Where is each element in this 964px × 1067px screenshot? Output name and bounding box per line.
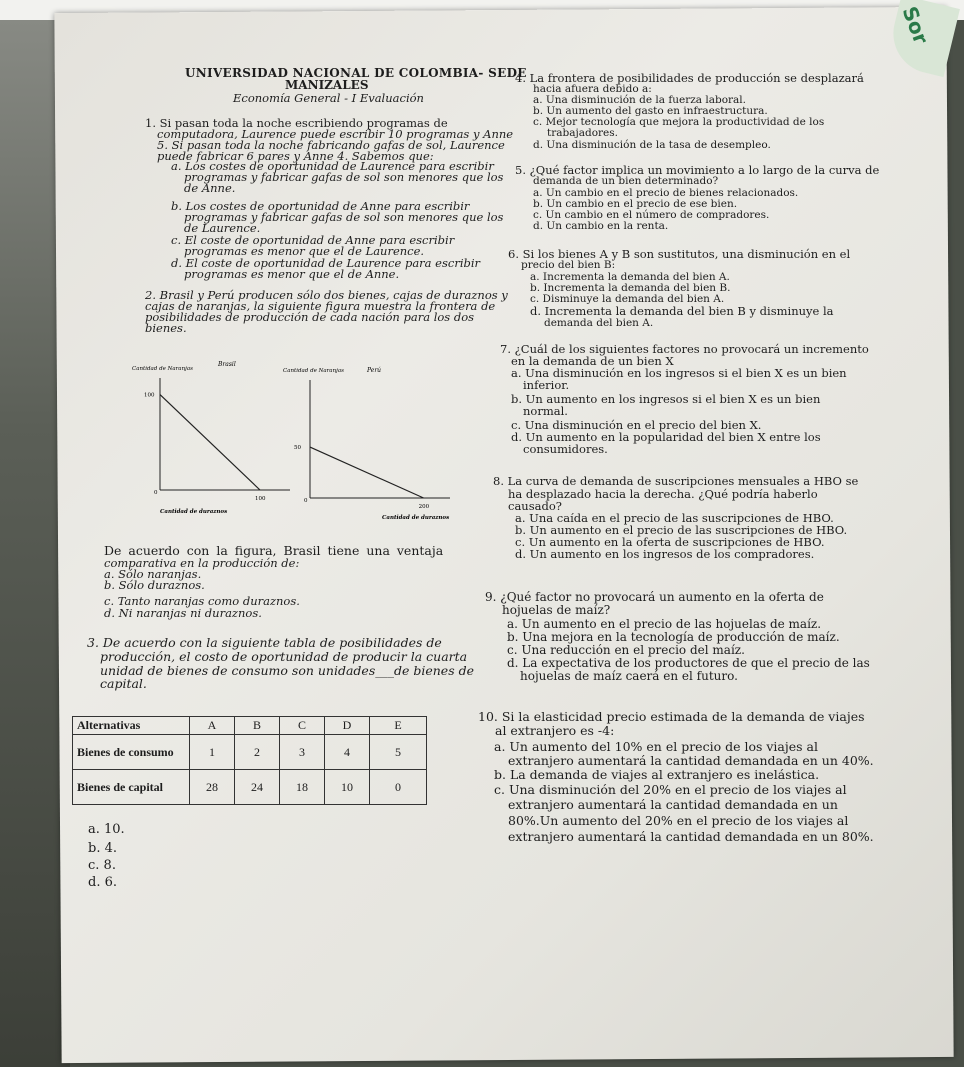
campus-name: MANIZALES <box>285 78 369 92</box>
table-row-label: Bienes de capital <box>73 770 190 805</box>
q1-option-c: c. El coste de oportunidad de Anne para escribir <box>171 233 455 247</box>
q3-option-b: b. 4. <box>88 841 117 856</box>
q3-line: unidad de bienes de consumo son unidades___de bienes de <box>100 663 474 678</box>
x-tick-label: 0 <box>304 498 308 504</box>
q2-option-c: c. Tanto naranjas como duraznos. <box>104 594 300 608</box>
university-name: UNIVERSIDAD NACIONAL DE COLOMBIA- SEDE <box>185 66 527 80</box>
sticker-text: Sor <box>897 3 934 48</box>
y-axis-label: Cantidad de Naranjas <box>132 366 193 372</box>
q3-line: 3. De acuerdo con la siguiente tabla de posibilidades de <box>87 635 442 650</box>
table-cell: 28 <box>190 770 235 805</box>
q2-option-b: b. Sólo duraznos. <box>104 578 205 592</box>
table-cell: 10 <box>325 770 370 805</box>
table-cell: 1 <box>190 735 235 770</box>
q10-option-c: extranjero aumentará la cantidad demandada en un 80%. <box>508 829 874 844</box>
q7-option-b: normal. <box>523 404 568 418</box>
q10-option-c: c. Una disminución del 20% en el precio de los viajes al <box>494 782 847 797</box>
q9-line: 9. ¿Qué factor no provocará un aumento en la oferta de <box>485 590 824 604</box>
table-cell: 18 <box>280 770 325 805</box>
q2-line: cajas de naranjas, la siguiente figura muestra la frontera de <box>145 299 496 313</box>
q8-option-d: d. Un aumento en los ingresos de los compradores. <box>515 547 815 561</box>
q5-option-c: c. Un cambio en el número de compradores. <box>533 209 770 221</box>
q9-option-d: hojuelas de maíz caerá en el futuro. <box>520 669 738 683</box>
q1-option-b: de Laurence. <box>184 221 261 235</box>
table-header-row <box>73 717 427 735</box>
q1-line: 5. Si pasan toda la noche fabricando gafas de sol, Laurence <box>157 138 505 152</box>
q6-option-d: demanda del bien A. <box>544 317 654 329</box>
chart-peru <box>283 367 450 521</box>
q8-line: causado? <box>508 499 562 513</box>
q5-line: 5. ¿Qué factor implica un movimiento a lo largo de la curva de <box>515 163 880 177</box>
q7-option-c: c. Una disminución en el precio del bien X. <box>511 418 762 432</box>
q6-line: precio del bien B: <box>521 259 616 271</box>
x-tick-label: 100 <box>255 496 266 502</box>
table-cell: 4 <box>325 735 370 770</box>
q10-option-b: b. La demanda de viajes al extranjero es inelástica. <box>494 767 820 782</box>
q4-line: hacia afuera debido a: <box>533 83 652 95</box>
q3-option-a: a. 10. <box>88 822 125 837</box>
table-header-cell: A <box>190 717 235 735</box>
q2-stem: comparativa en la producción de: <box>104 556 300 570</box>
table-cell: 5 <box>370 735 427 770</box>
q6-option-a: a. Incrementa la demanda del bien A. <box>530 271 730 283</box>
table-cell: 24 <box>235 770 280 805</box>
ppf-line <box>160 395 260 490</box>
q3-option-d: d. 6. <box>88 875 117 890</box>
q7-line: en la demanda de un bien X <box>511 354 674 368</box>
q2-line: 2. Brasil y Perú producen sólo dos bienes, cajas de duraznos y <box>145 288 508 302</box>
q4-option-d: d. Una disminución de la tasa de desempleo. <box>533 139 771 151</box>
table-row <box>73 735 427 770</box>
q9-line: hojuelas de maíz? <box>502 603 611 617</box>
q7-option-b: b. Un aumento en los ingresos si el bien X es un bien <box>511 392 821 406</box>
q3-line: capital. <box>100 676 147 691</box>
y-tick-label: 100 <box>144 392 155 399</box>
ppf-charts <box>120 358 480 523</box>
q10-line: 10. Si la elasticidad precio estimada de la demanda de viajes <box>478 709 865 724</box>
chart-title: Brasil <box>218 361 236 368</box>
q1-line: 1. Si pasan toda la noche escribiendo programas de <box>145 116 448 130</box>
q9-option-a: a. Un aumento en el precio de las hojuelas de maíz. <box>507 617 822 631</box>
q2-line: bienes. <box>145 321 187 335</box>
exam-title: Economía General - I Evaluación <box>233 91 424 105</box>
q8-option-c: c. Un aumento en la oferta de suscripciones de HBO. <box>515 535 825 549</box>
q7-option-d: consumidores. <box>523 442 608 456</box>
x-axis-label: Cantidad de duraznos <box>160 509 228 515</box>
q4-option-c: trabajadores. <box>547 127 618 139</box>
table-header-cell: E <box>370 717 427 735</box>
q2-stem: De acuerdo con la figura, Brasil tiene una ventaja <box>104 543 444 558</box>
q6-option-c: c. Disminuye la demanda del bien A. <box>530 293 725 305</box>
q8-option-b: b. Un aumento en el precio de las suscripciones de HBO. <box>515 523 848 537</box>
x-tick-label: 0 <box>154 490 158 496</box>
q1-line: puede fabricar 6 pares y Anne 4. Sabemos que: <box>157 149 434 163</box>
table-row <box>73 770 427 805</box>
q1-line: computadora, Laurence puede escribir 10 programas y Anne <box>157 127 514 141</box>
y-axis-label: Cantidad de Naranjas <box>283 368 344 374</box>
q3-option-c: c. 8. <box>88 858 116 873</box>
q1-option-a: de Anne. <box>184 181 236 195</box>
q4-option-c: c. Mejor tecnología que mejora la productividad de los <box>533 116 825 128</box>
q10-option-c: 80%.Un aumento del 20% en el precio de los viajes al <box>508 813 849 828</box>
q6-option-d: d. Incrementa la demanda del bien B y disminuye la <box>530 304 834 318</box>
table-cell: 0 <box>370 770 427 805</box>
q10-option-c: extranjero aumentará la cantidad demandada en un <box>508 797 838 812</box>
table-header-cell: Alternativas <box>73 717 190 735</box>
q5-option-a: a. Un cambio en el precio de bienes relacionados. <box>533 187 799 199</box>
ppf-line <box>310 447 424 498</box>
q9-option-c: c. Una reducción en el precio del maíz. <box>507 643 745 657</box>
q9-option-d: d. La expectativa de los productores de que el precio de las <box>507 656 870 670</box>
q7-option-d: d. Un aumento en la popularidad del bien X entre los <box>511 430 821 444</box>
q4-option-a: a. Una disminución de la fuerza laboral. <box>533 94 746 106</box>
q5-option-d: d. Un cambio en la renta. <box>533 220 669 232</box>
y-tick-label: 50 <box>294 445 301 452</box>
q1-option-c: programas es menor que el de Laurence. <box>184 244 425 258</box>
q10-line: al extranjero es -4: <box>495 723 615 738</box>
table-cell: 2 <box>235 735 280 770</box>
q1-option-a: a. Los costes de oportunidad de Laurence para escribir <box>171 159 494 173</box>
q8-line: 8. La curva de demanda de suscripciones mensuales a HBO se <box>493 474 859 488</box>
q1-option-d: programas es menor que el de Anne. <box>184 267 400 281</box>
q1-option-d: d. El coste de oportunidad de Laurence para escribir <box>171 256 481 270</box>
q6-option-b: b. Incrementa la demanda del bien B. <box>530 282 731 294</box>
possibilities-table <box>72 716 427 805</box>
q7-option-a: inferior. <box>523 378 570 392</box>
q1-option-b: programas y fabricar gafas de sol son menores que los <box>184 210 504 224</box>
chart-title: Perú <box>367 367 382 374</box>
table-header-cell: D <box>325 717 370 735</box>
q6-line: 6. Si los bienes A y B son sustitutos, una disminución en el <box>508 247 851 261</box>
q9-option-b: b. Una mejora en la tecnología de producción de maíz. <box>507 630 840 644</box>
q10-option-a: extranjero aumentará la cantidad demandada en un 40%. <box>508 753 874 768</box>
table-cell: 3 <box>280 735 325 770</box>
q10-option-a: a. Un aumento del 10% en el precio de los viajes al <box>494 739 818 754</box>
q8-option-a: a. Una caída en el precio de las suscripciones de HBO. <box>515 511 834 525</box>
q1-option-a: programas y fabricar gafas de sol son menores que los <box>184 170 504 184</box>
q4-option-b: b. Un aumento del gasto en infraestructura. <box>533 105 768 117</box>
q1-option-b: b. Los costes de oportunidad de Anne para escribir <box>171 199 470 213</box>
table-header-cell: B <box>235 717 280 735</box>
x-axis-label: Cantidad de duraznos <box>382 515 450 521</box>
table-header-cell: C <box>280 717 325 735</box>
q5-option-b: b. Un cambio en el precio de ese bien. <box>533 198 738 210</box>
q4-line: 4. La frontera de posibilidades de producción se desplazará <box>515 71 864 85</box>
q8-line: ha desplazado hacia la derecha. ¿Qué podría haberlo <box>508 487 818 501</box>
x-tick-label: 200 <box>418 504 430 510</box>
table-row-label: Bienes de consumo <box>73 735 190 770</box>
q2-line: posibilidades de producción de cada nación para los dos <box>145 310 475 324</box>
q5-line: demanda de un bien determinado? <box>533 175 719 187</box>
q3-line: producción, el costo de oportunidad de producir la cuarta <box>100 649 468 664</box>
q2-option-d: d. Ni naranjas ni duraznos. <box>104 606 262 620</box>
chart-brasil <box>132 361 290 515</box>
q7-line: 7. ¿Cuál de los siguientes factores no provocará un incremento <box>500 342 869 356</box>
q7-option-a: a. Una disminución en los ingresos si el bien X es un bien <box>511 366 847 380</box>
q2-option-a: a. Sólo naranjas. <box>104 567 202 581</box>
